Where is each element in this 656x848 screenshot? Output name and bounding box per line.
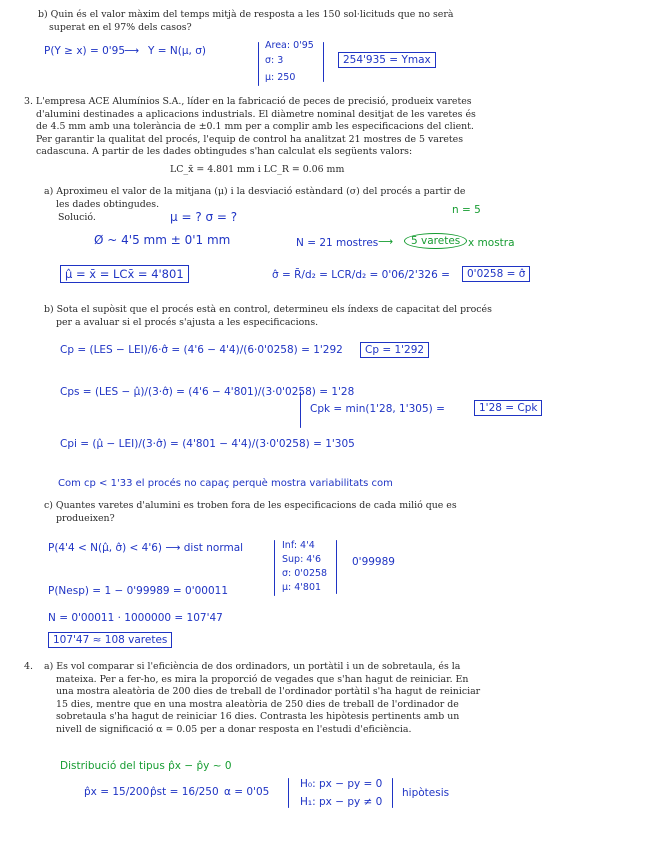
hand-1b-cond-3: μ: 250 xyxy=(265,72,296,83)
question-4a-line-4: 15 dies, mentre que en una mostra aleatòria de 250 dies de treball de l'ordinador de xyxy=(56,698,459,710)
hand-1b-mid: Y = N(μ, σ) xyxy=(148,45,206,57)
brace-4a-right xyxy=(392,778,393,808)
question-3b xyxy=(44,304,492,329)
hand-3c-cond-2: Sup: 4'6 xyxy=(282,554,322,565)
hand-3a-mu-box: μ̂ = x̄ = LCx̄ = 4'801 xyxy=(60,265,189,283)
hand-1b-lhs: P(Y ≥ x) = 0'95 xyxy=(44,45,126,57)
hand-3c-n: N = 0'00011 · 1000000 = 107'47 xyxy=(48,612,223,624)
hand-3c-cond-3: σ: 0'0258 xyxy=(282,568,328,579)
hand-3a-n5: n = 5 xyxy=(452,204,481,216)
hand-cps: Cps = (LES − μ̂)/(3·σ̂) = (4'6 − 4'801)/(3·0'0258) = 1'28 xyxy=(60,386,355,398)
hand-1b-result: 254'935 = Ymax xyxy=(338,52,436,68)
hand-3a-sub: 5 varetes xyxy=(404,233,467,249)
hand-1b-cond-1: Area: 0'95 xyxy=(265,40,314,51)
question-3-line-3: de 4.5 mm amb una tolerància de ±0.1 mm per a complir amb les especificacions del client. xyxy=(36,121,474,133)
question-3b-line-2: per a avaluar si el procés s'ajusta a les especificacions. xyxy=(56,316,319,328)
question-3-line-2: d'alumini destinades a aplicacions industrials. El diàmetre nominal desitjat de les varetes és xyxy=(36,108,476,120)
hand-3c-val: 0'99989 xyxy=(352,556,395,568)
hand-cpk: Cpk = min(1'28, 1'305) = xyxy=(310,403,445,415)
hand-3a-sigma-eq: σ̂ = R̄/d₂ = LCR/d₂ = 0'06/2'326 = xyxy=(272,269,450,281)
question-3c xyxy=(44,500,457,525)
hand-4a-hyp: hipòtesis xyxy=(402,787,450,799)
question-3-line-5: cadascuna. A partir de les dades obtingudes s'han calculat els següents valors: xyxy=(36,146,413,158)
question-4a-line-3: una mostra aleatòria de 200 dies de treball de l'ordinador portàtil s'ha hagut de reiniciar xyxy=(56,686,481,698)
brace-4a xyxy=(288,778,289,808)
hand-3a-xmostra: x mostra xyxy=(468,237,515,249)
hand-1b-arrow: ⟶ xyxy=(124,45,140,57)
question-3c-line-2: produeixen? xyxy=(56,512,115,524)
hand-3a-diam: Ø ~ 4'5 mm ± 0'1 mm xyxy=(94,233,231,247)
question-4a-line-2: mateixa. Per a fer-ho, es mira la proporció de vegades que s'han hagut de reiniciar. En xyxy=(56,673,469,685)
question-1b-line-1: b) Quin és el valor màxim del temps mitjà de resposta a les 150 sol·licituds que no serà xyxy=(38,9,454,20)
question-1b xyxy=(38,9,453,34)
question-3-line-1: 3. L'empresa ACE Alumínios S.A., líder en la fabricació de peces de precisió, produeix varetes xyxy=(24,96,472,107)
hand-4a-px: p̂x = 15/200 xyxy=(84,786,150,798)
hand-4a-h1: H₁: px − py ≠ 0 xyxy=(300,796,383,808)
question-3a-line-1: a) Aproximeu el valor de la mitjana (μ) i la desviació estàndard (σ) del procés a partir de xyxy=(44,186,466,197)
hand-comment: Com cp < 1'33 el procés no capaç perquè mostra variabilitats com xyxy=(58,478,393,489)
brace-3c-right xyxy=(336,540,337,594)
hand-3c-box: 107'47 ≈ 108 varetes xyxy=(48,632,172,648)
hand-cpi: Cpi = (μ̂ − LEI)/(3·σ̂) = (4'801 − 4'4)/(3·0'0258) = 1'305 xyxy=(60,438,355,450)
question-4a-line-5: sobretaula s'ha hagut de reiniciar 16 dies. Contrasta les hipòtesis pertinents amb un xyxy=(56,711,460,723)
question-1b-line-2: superat en el 97% dels casos? xyxy=(49,21,192,33)
question-4a-line-1: a) Es vol comparar si l'eficiència de dos ordinadors, un portàtil i un de sobretaula, és la xyxy=(44,661,461,672)
hand-3c-cond-1: Inf: 4'4 xyxy=(282,540,315,551)
hand-cp: Cp = (LES − LEI)/6·σ̂ = (4'6 − 4'4)/(6·0'0258) = 1'292 xyxy=(60,344,343,356)
hand-3a-arrow: ⟶ xyxy=(378,236,394,248)
hand-cp-box: Cp = 1'292 xyxy=(360,342,429,358)
brace-cpk xyxy=(300,392,301,428)
brace-1b xyxy=(258,42,259,86)
solucio-label: Solució. xyxy=(58,212,96,223)
question-3b-line-1: b) Sota el supòsit que el procés està en control, determineu els índexs de capacitat del procés xyxy=(44,304,492,315)
question-3-formula: LC_x̄ = 4.801 mm i LC_R = 0.06 mm xyxy=(170,164,345,175)
question-4-number: 4. xyxy=(24,661,33,672)
brace-1b-right xyxy=(323,42,324,82)
hand-4a-py: p̂st = 16/250 xyxy=(150,786,219,798)
brace-3c xyxy=(274,540,275,596)
hand-3c-cond-4: μ: 4'801 xyxy=(282,582,322,593)
hand-1b-cond-2: σ: 3 xyxy=(265,55,284,66)
hand-3c-prob: P(4'4 < N(μ̂, σ̂) < 4'6) ⟶ dist normal xyxy=(48,542,244,554)
hand-3a-N: N = 21 mostres xyxy=(296,237,379,249)
hand-4a-alpha: α = 0'05 xyxy=(224,786,270,798)
hand-4a-h0: H₀: px − py = 0 xyxy=(300,778,383,790)
question-3-line-4: Per garantir la qualitat del procés, l'equip de control ha analitzat 21 mostres de 5 varetes xyxy=(36,133,464,145)
question-4a xyxy=(44,661,480,737)
hand-3a-sigma-box: 0'0258 = σ̂ xyxy=(462,266,530,282)
question-4a-line-6: nivell de significació α = 0.05 per a donar resposta en l'estudi d'eficiència. xyxy=(56,723,412,735)
question-3a xyxy=(44,186,465,211)
hand-cpk-box: 1'28 = Cpk xyxy=(474,400,542,416)
question-3 xyxy=(24,96,476,159)
hand-4a-title: Distribució del tipus p̂x − p̂y ~ 0 xyxy=(60,760,232,772)
question-3c-line-1: c) Quantes varetes d'alumini es troben fora de les especificacions de cada milió que es xyxy=(44,500,457,511)
hand-3c-nesp: P(Nesp) = 1 − 0'99989 = 0'00011 xyxy=(48,585,229,597)
question-3a-line-2: les dades obtingudes. xyxy=(56,198,160,210)
hand-3a-mu-sigma: μ = ? σ = ? xyxy=(170,210,238,224)
